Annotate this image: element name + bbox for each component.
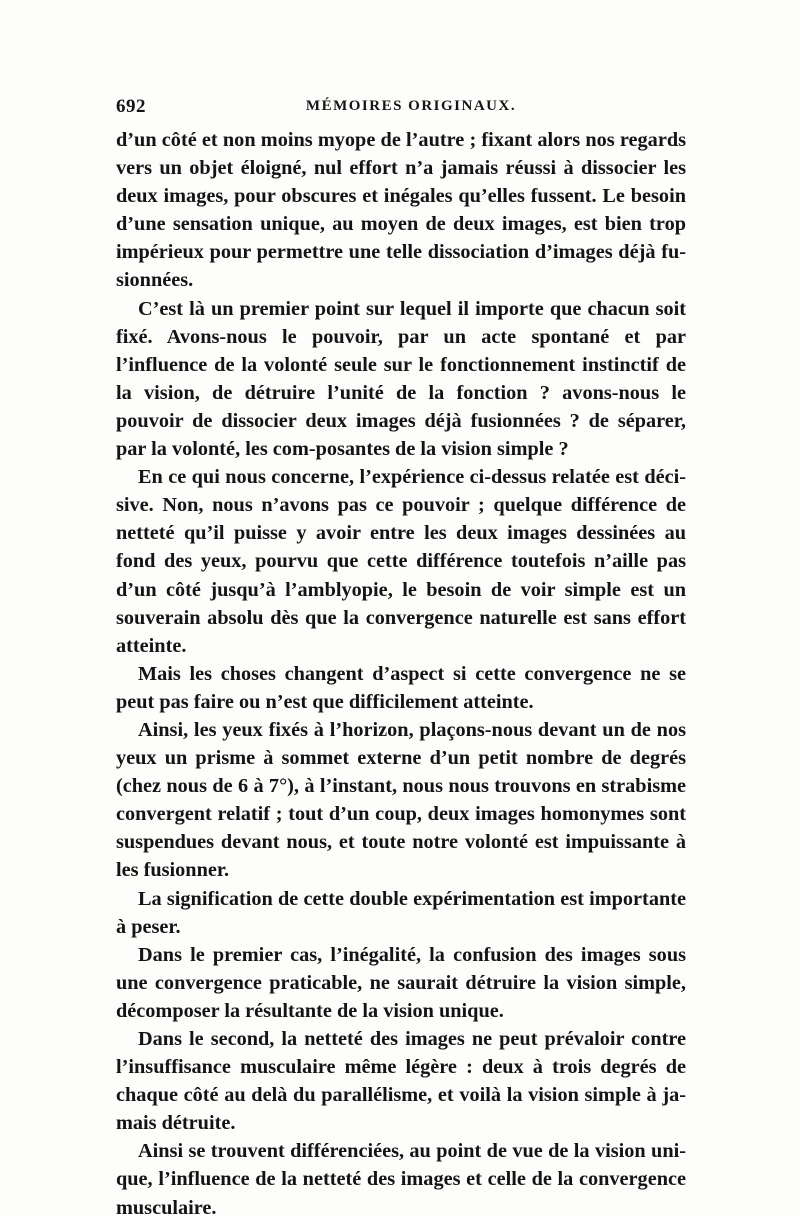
running-head: MÉMOIRES ORIGINAUX. — [305, 98, 517, 114]
paragraph: Mais les choses changent d’aspect si cette convergence ne se peut pas faire ou n’est que difficilement atteinte. — [116, 662, 686, 713]
paragraph: Ainsi se trouvent différenciées, au point de vue de la vision uni-que, l’influence de la netteté des images et celle de la convergence musculaire. — [116, 1140, 686, 1219]
paragraph: Ainsi, les yeux fixés à l’horizon, plaçons-nous devant un de nos yeux un prisme à sommet externe d’un petit nombre de degrés (chez nous de 6 à 7°), à l’instant, nous nous trouvons en strabisme convergent relatif ; tout d’un coup, deux images homonymes sont suspendues devant nous, et toute notre volonté est impuissante à les fusionner. — [116, 718, 686, 882]
paragraph: Dans le premier cas, l’inégalité, la confusion des images sous une convergence praticable, ne saurait détruire la vision simple, décomposer la résultante de la vision unique. — [116, 943, 686, 1022]
paragraph: La signification de cette double expérimentation est importante à peser. — [116, 887, 686, 938]
page-number: 692 — [116, 96, 146, 117]
page-header — [116, 96, 686, 122]
paragraph-continuation: d’un côté et non moins myope de l’autre ; fixant alors nos regards vers un objet éloigné, nul effort n’a jamais réussi à dissocier les deux images, pour obscures et inégales qu’elles fussent. Le besoin d’une sensation unique, au moyen de deux images, est bien trop impérieux pour permettre une telle dissociation d’images déjà fu-sionnées. — [116, 129, 686, 292]
paragraph: C’est là un premier point sur lequel il importe que chacun soit fixé. Avons-nous le pouvoir, par un acte spontané et par l’influence de la volonté seule sur le fonctionnement instinctif de la vision, de détruire l’unité de la fonction ? avons-nous le pouvoir de dissocier deux images déjà fusionnées ? de séparer, par la volonté, les com-posantes de la vision simple ? — [116, 297, 686, 461]
paragraph: Dans le second, la netteté des images ne peut prévaloir contre l’insuffisance musculaire même légère : deux à trois degrés de chaque côté au delà du parallélisme, et voilà la vision simple à ja-mais détruite. — [116, 1028, 686, 1135]
paragraph: En ce qui nous concerne, l’expérience ci-dessus relatée est déci-sive. Non, nous n’avons pas ce pouvoir ; quelque différence de netteté qu’il puisse y avoir entre les deux images dessinées au fond des yeux, pourvu que cette différence toutefois n’aille pas d’un côté jusqu’à l’amblyopie, le besoin de voir simple est un souverain absolu dès que la convergence naturelle est sans effort atteinte. — [116, 466, 686, 657]
body-text — [116, 126, 686, 1222]
